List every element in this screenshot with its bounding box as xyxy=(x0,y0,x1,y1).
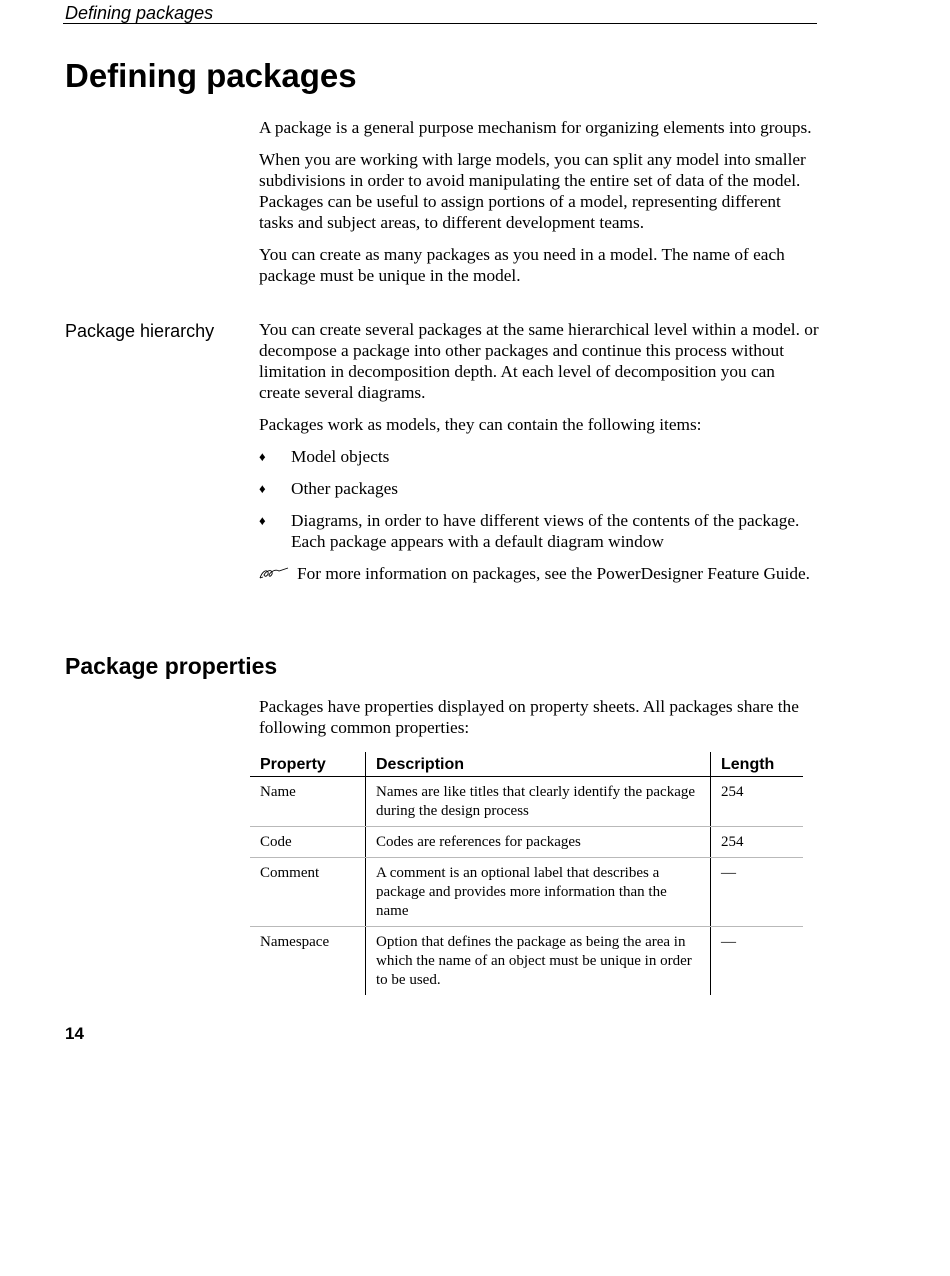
cell-length: 254 xyxy=(711,777,804,827)
table-row xyxy=(250,827,803,858)
page-title: Defining packages xyxy=(65,57,357,94)
list-item-text: Model objects xyxy=(291,447,390,466)
hierarchy-paragraph: You can create several packages at the same hierarchical level within a model. or decompose a package into other packages and continue this process without limitation in decomposition depth. At each level of decomposition you can create several diagrams. xyxy=(259,320,819,402)
intro-paragraph-1: A package is a general purpose mechanism for organizing elements into groups. xyxy=(259,118,812,137)
cell-length: — xyxy=(721,934,736,950)
properties-intro: Packages have properties displayed on property sheets. All packages share the following common properties: xyxy=(259,697,799,737)
list-item xyxy=(259,446,819,467)
properties-table xyxy=(250,752,803,995)
diamond-bullet-icon: ♦ xyxy=(259,513,266,528)
cell-description: Names are like titles that clearly identify the package during the design process xyxy=(366,777,711,827)
cell-description: Codes are references for packages xyxy=(366,827,711,858)
intro-paragraph-3: You can create as many packages as you need in a model. The name of each package must be unique in the model. xyxy=(259,245,785,285)
list-item-text: Other packages xyxy=(291,479,398,498)
intro-section xyxy=(259,117,819,297)
list-item-text: Diagrams, in order to have different views of the contents of the package. Each package appears with a default diagram window xyxy=(291,511,800,551)
cell-property: Code xyxy=(250,827,366,858)
list-item xyxy=(259,510,819,552)
see-also-note xyxy=(259,563,819,584)
cell-property: Namespace xyxy=(250,927,366,996)
running-header: Defining packages xyxy=(63,2,817,24)
diamond-bullet-icon: ♦ xyxy=(259,481,266,496)
cell-length: — xyxy=(711,858,804,927)
column-header-property: Property xyxy=(250,752,366,777)
list-item xyxy=(259,478,819,499)
diamond-bullet-icon: ♦ xyxy=(259,449,266,464)
cell-property: Name xyxy=(250,777,366,827)
cell-property: Comment xyxy=(250,858,366,927)
column-header-description: Description xyxy=(366,752,711,777)
section-title-package-properties: Package properties xyxy=(65,653,278,679)
cell-description: Option that defines the package as being the area in which the name of an object must be unique in order to be used. xyxy=(366,927,711,996)
table-header-row xyxy=(250,752,803,777)
table-row xyxy=(250,777,803,827)
column-header-length: Length xyxy=(711,752,804,777)
hierarchy-section xyxy=(259,319,819,595)
list-intro: Packages work as models, they can contain the following items: xyxy=(259,415,702,434)
table-row xyxy=(250,858,803,927)
cell-length: 254 xyxy=(711,827,804,858)
properties-intro-section xyxy=(259,696,819,749)
table-row xyxy=(250,927,803,996)
page-number: 14 xyxy=(65,1024,84,1043)
pen-icon xyxy=(259,566,289,580)
cell-description: A comment is an optional label that describes a package and provides more information than the name xyxy=(366,858,711,927)
intro-paragraph-2: When you are working with large models, you can split any model into smaller subdivisions in order to avoid manipulating the entire set of data of the model. Packages can be useful to assign portions of a model, representing different tasks and subject areas, to different development teams. xyxy=(259,150,806,232)
side-label-package-hierarchy: Package hierarchy xyxy=(65,321,215,341)
see-also-text: For more information on packages, see the PowerDesigner Feature Guide. xyxy=(297,564,811,583)
